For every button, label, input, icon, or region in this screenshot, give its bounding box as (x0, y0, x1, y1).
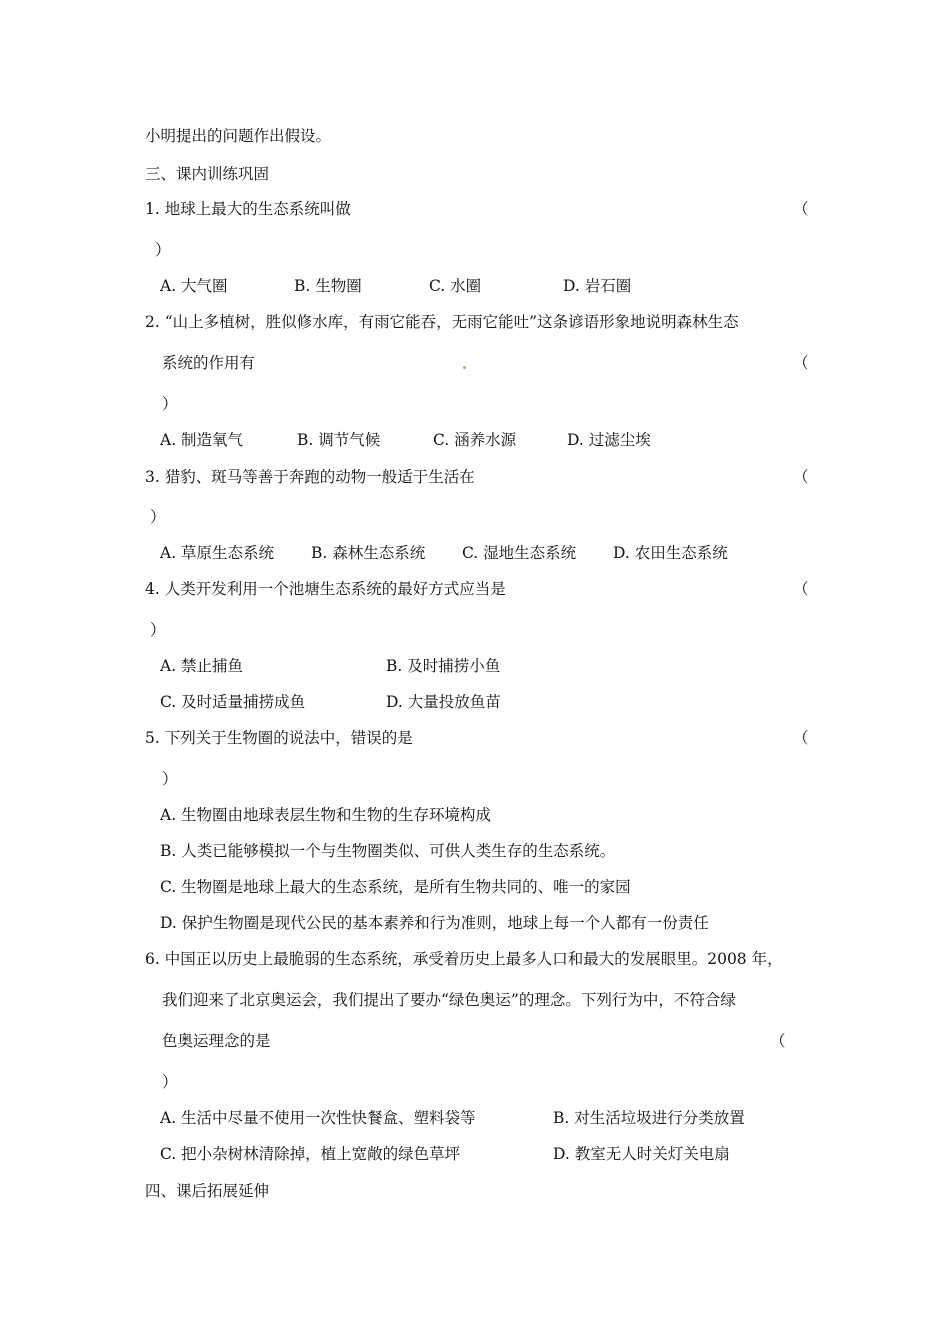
question-3-open-paren: （ (793, 468, 809, 486)
question-6-option-a: A. 生活中尽量不使用一次性快餐盒、塑料袋等 (160, 1109, 476, 1127)
section-4-heading: 四、课后拓展延伸 (145, 1182, 270, 1200)
question-2-option-c: C. 涵养水源 (433, 431, 517, 449)
question-2-open-paren: （ (793, 354, 809, 372)
question-6-close-paren: ） (162, 1073, 178, 1091)
question-5-open-paren: （ (793, 729, 809, 747)
question-1-option-b: B. 生物圈 (294, 277, 362, 295)
question-2-stem-line-2: 系统的作用有 (162, 354, 256, 372)
question-6-stem-line-2: 我们迎来了北京奥运会，我们提出了要办“绿色奥运”的理念。下列行为中，不符合绿 (162, 991, 736, 1009)
question-6-stem-line-3: 色奥运理念的是 (162, 1032, 271, 1050)
question-6-option-b: B. 对生活垃圾进行分类放置 (553, 1109, 745, 1127)
question-4-open-paren: （ (793, 580, 809, 598)
question-6-stem-line-1: 6. 中国正以历史上最脆弱的生态系统，承受着历史上最多人口和最大的发展眼里。2008 年， (145, 950, 783, 968)
question-5-stem: 5. 下列关于生物圈的说法中，错误的是 (145, 729, 413, 747)
question-3-option-b: B. 森林生态系统 (311, 544, 426, 562)
question-5-close-paren: ） (162, 770, 178, 788)
question-3-option-c: C. 湿地生态系统 (462, 544, 577, 562)
question-4-option-d: D. 大量投放鱼苗 (386, 693, 501, 711)
section-3-heading: 三、课内训练巩固 (145, 165, 270, 183)
question-2-option-b: B. 调节气候 (297, 431, 381, 449)
question-2-stem-line-1: 2. “山上多植树，胜似修水库，有雨它能吞，无雨它能吐”这条谚语形象地说明森林生态 (145, 313, 739, 331)
question-1-open-paren: （ (793, 200, 809, 218)
question-4-option-b: B. 及时捕捞小鱼 (386, 657, 501, 675)
question-2-close-paren: ） (162, 395, 178, 413)
question-5-option-a: A. 生物圈由地球表层生物和生物的生存环境构成 (160, 806, 492, 824)
question-3-stem: 3. 猎豹、斑马等善于奔跑的动物一般适于生活在 (145, 468, 475, 486)
question-1-option-c: C. 水圈 (429, 277, 482, 295)
question-1-option-a: A. 大气圈 (160, 277, 228, 295)
question-4-option-a: A. 禁止捕鱼 (160, 657, 244, 675)
question-6-option-c: C. 把小杂树林清除掉，植上宽敞的绿色草坪 (160, 1145, 461, 1163)
question-5-option-b: B. 人类已能够模拟一个与生物圈类似、可供人类生存的生态系统。 (160, 842, 616, 860)
question-3-option-d: D. 农田生态系统 (613, 544, 728, 562)
question-1-option-d: D. 岩石圈 (563, 277, 632, 295)
question-1-stem: 1. 地球上最大的生态系统叫做 (145, 200, 351, 218)
question-5-option-c: C. 生物圈是地球上最大的生态系统，是所有生物共同的、唯一的家园 (160, 878, 631, 896)
question-4-close-paren: ） (150, 621, 166, 639)
intro-line: 小明提出的问题作出假设。 (145, 127, 332, 145)
question-4-option-c: C. 及时适量捕捞成鱼 (160, 693, 306, 711)
speck-mark (463, 366, 466, 369)
question-4-stem: 4. 人类开发利用一个池塘生态系统的最好方式应当是 (145, 580, 506, 598)
question-1-close-paren: ） (155, 241, 171, 259)
question-2-option-a: A. 制造氧气 (160, 431, 244, 449)
question-5-option-d: D. 保护生物圈是现代公民的基本素养和行为准则，地球上每一个人都有一份责任 (160, 914, 709, 932)
question-3-option-a: A. 草原生态系统 (160, 544, 275, 562)
question-2-option-d: D. 过滤尘埃 (567, 431, 651, 449)
question-6-open-paren: （ (770, 1032, 786, 1050)
question-6-option-d: D. 教室无人时关灯关电扇 (553, 1145, 730, 1163)
question-3-close-paren: ） (150, 508, 166, 526)
